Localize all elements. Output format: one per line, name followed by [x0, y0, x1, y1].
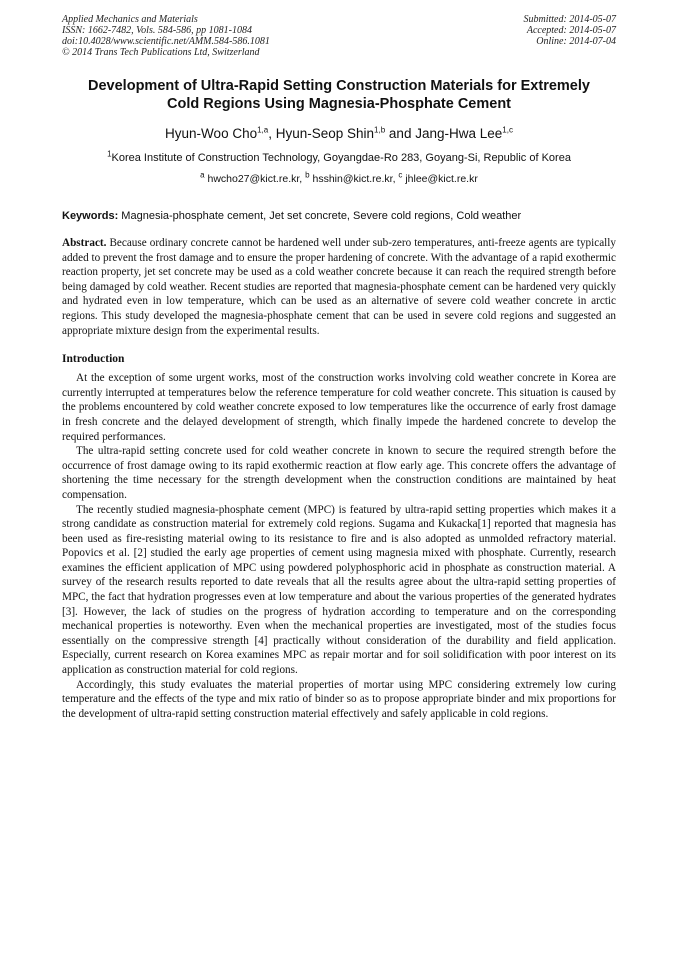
author-superscript: 1,a — [257, 125, 269, 135]
affiliation-superscript: 1 — [107, 149, 112, 159]
journal-info — [62, 14, 270, 58]
abstract-label: Abstract. — [62, 237, 107, 249]
author-separator: , — [268, 126, 276, 141]
publication-dates — [524, 14, 617, 58]
journal-issn: ISSN: 1662-7482, Vols. 584-586, pp 1081-1084 — [62, 25, 252, 36]
date-submitted: Submitted: 2014-05-07 — [523, 14, 616, 25]
journal-doi: doi:10.4028/www.scientific.net/AMM.584-586.1081 — [62, 36, 270, 47]
author-superscript: 1,b — [374, 125, 386, 135]
date-online: Online: 2014-07-04 — [536, 36, 616, 47]
author-separator: and — [385, 126, 416, 141]
abstract-text: Because ordinary concrete cannot be hardened well under sub-zero temperatures, anti-freeze agents are typically added to prevent the frost damage and to ensure the proper hardening of concrete. With the advantage of a rapid exothermic reaction property, jet set concrete may be used as a cold weather concrete because it can reach the required strength before being damaged by cold weather. Recent studies are reported that magnesia-phosphate cement can be hardened very quickly and hydrated even in low temperature, which can be used as an alternative of severe cold weather concrete in arctic regions. This study developed the magnesia-phosphate cement that can be used in severe cold regions and suggested an appropriate mixture design from the experimental results. — [62, 237, 616, 337]
email-superscript: a — [200, 170, 205, 180]
author-emails — [62, 172, 616, 186]
journal-copyright: © 2014 Trans Tech Publications Ltd, Switzerland — [62, 47, 260, 58]
email-address: hwcho27@kict.re.kr, — [204, 173, 306, 185]
author-name: Hyun-Seop Shin — [275, 126, 375, 141]
email-address: jhlee@kict.re.kr — [402, 173, 478, 185]
email-superscript: c — [398, 170, 403, 180]
email-address: hsshin@kict.re.kr, — [309, 173, 399, 185]
body-paragraph: The ultra-rapid setting concrete used for cold weather concrete in known to secure the required strength before the occurrence of frost damage owing to its rapid exothermic reaction at flow early age. This concrete offers the advantage of shortening the time necessary for the strength development when the construction conditions are maintained by heat compensation. — [62, 445, 616, 501]
abstract — [62, 236, 616, 338]
title-line: Development of Ultra-Rapid Setting Construction Materials for Extremely — [88, 78, 590, 94]
author-list — [62, 125, 616, 143]
affiliation-text: Korea Institute of Construction Technology, Goyangdae-Ro 283, Goyang-Si, Republic of Korea — [111, 152, 571, 164]
journal-name: Applied Mechanics and Materials — [62, 14, 198, 25]
body-paragraph: Accordingly, this study evaluates the material properties of mortar using MPC considering extremely low curing temperature and the effects of the type and mix ratio of binder so as to propose appropriate binder and mix proportions for the development of ultra-rapid setting construction material effectively and safely applicable in cold regions. — [62, 678, 616, 720]
body-paragraph: At the exception of some urgent works, most of the construction works involving cold weather concrete in Korea are currently interrupted at temperatures below the reference temperature for cold weather concrete. This situation is caused by the problems encountered by cold weather concrete exposed to low temperatures like the occurrence of early frost damage in fresh concrete and the delayed development of strength, which finally impede the hardened concrete to develop the required performances. — [62, 372, 616, 443]
author-name: Hyun-Woo Cho — [165, 126, 258, 141]
journal-header — [62, 14, 616, 58]
email-superscript: b — [305, 170, 310, 180]
author-name: Jang-Hwa Lee — [415, 126, 503, 141]
affiliation — [62, 151, 616, 165]
paper-title — [62, 77, 616, 113]
keywords-label: Keywords: — [62, 210, 119, 222]
keywords-text: Magnesia-phosphate cement, Jet set concrete, Severe cold regions, Cold weather — [118, 210, 522, 222]
body-paragraph: The recently studied magnesia-phosphate cement (MPC) is featured by ultra-rapid setting properties which makes it a strong candidate as construction material for extremely cold regions. Sugama and Kukacka[1] reported that magnesia has been used as fire-resisting material owing to its resistance to fire and is also adopted as unmolded refractory material. Popovics et al. [2] studied the early age properties of cement using magnesia mixed with phosphate. Currently, research examines the efficient application of MPC using powdered polyphosphoric acid in phosphate as construction material. A survey of the research results reported to date reveals that all the results agree about the ultra-rapid setting properties of MPC, the fact that hydration progresses even at low temperature and about the various properties of the generated hydrates [3]. However, the lack of studies on the progress of hydration according to temperature and on the corresponding mechanical properties is noteworthy. Even when the mechanical properties are investigated, most of the studies focus essentially on the compressive strength [4] practically without consideration of the durability and field application. Especially, current research on Korea examines MPC as repair mortar and for soil solidification with poor interest on its application as construction material for cold regions. — [62, 503, 616, 677]
title-line: Cold Regions Using Magnesia-Phosphate Cement — [166, 96, 511, 112]
author-superscript: 1,c — [502, 125, 513, 135]
section-heading-introduction: Introduction — [62, 353, 125, 366]
keywords — [62, 209, 616, 223]
date-accepted: Accepted: 2014-05-07 — [526, 25, 616, 36]
